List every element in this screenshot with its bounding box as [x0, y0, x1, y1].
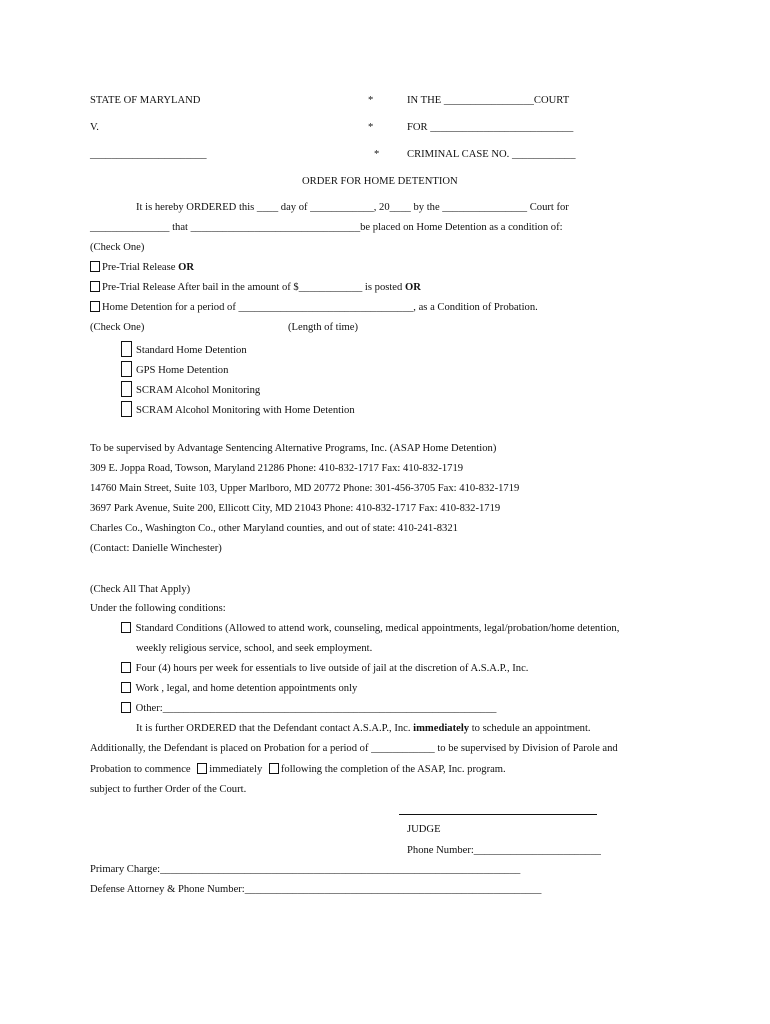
court-field[interactable]: IN THE _________________COURT: [407, 95, 570, 106]
condition-other[interactable]: [121, 702, 496, 715]
detention-standard[interactable]: [121, 341, 247, 357]
case-number-field[interactable]: CRIMINAL CASE NO. ____________: [407, 149, 576, 160]
checkbox-icon[interactable]: [121, 682, 131, 693]
supervisor-line: 309 E. Joppa Road, Towson, Maryland 21286 Phone: 410-832-1717 Fax: 410-832-1719: [90, 463, 464, 474]
checkbox-icon[interactable]: [121, 341, 132, 357]
check-one-instruction: (Check One): [90, 322, 145, 333]
condition-label: Other:_______________________________________________________________: [135, 703, 497, 714]
supervisor-line: 3697 Park Avenue, Suite 200, Ellicott City, MD 21043 Phone: 410-832-1717 Fax: 410-832-1719: [90, 503, 501, 514]
judge-signature-line[interactable]: [399, 814, 597, 815]
checkbox-icon[interactable]: [121, 662, 131, 673]
checkbox-icon[interactable]: [90, 301, 100, 312]
checkbox-icon[interactable]: [90, 261, 100, 272]
length-of-time-caption: (Length of time): [288, 322, 359, 333]
supervisor-line: Charles Co., Washington Co., other Maryland counties, and out of state: 410-241-8321: [90, 523, 458, 534]
probation-line[interactable]: Additionally, the Defendant is placed on Probation for a period of ____________ to be supervised by Division of Parole and: [90, 743, 618, 754]
conditions-intro: Under the following conditions:: [90, 603, 226, 614]
page-title: ORDER FOR HOME DETENTION: [302, 176, 458, 187]
condition-four-hours[interactable]: [121, 662, 528, 675]
detention-scram[interactable]: [121, 381, 260, 397]
supervisor-contact: (Contact: Danielle Winchester): [90, 543, 222, 554]
option-label: Home Detention for a period of _________________________________, as a Condition of Probation.: [102, 302, 538, 313]
defendant-name-field[interactable]: ______________________: [90, 149, 207, 160]
detention-label: SCRAM Alcohol Monitoring: [136, 385, 261, 396]
option-label: Pre-Trial Release: [102, 262, 176, 273]
check-all-instruction: (Check All That Apply): [90, 584, 191, 595]
further-order-text: It is further ORDERED that the Defendant contact A.S.A.P., Inc.: [136, 723, 411, 734]
supervisor-line: To be supervised by Advantage Sentencing Alternative Programs, Inc. (ASAP Home Detention): [90, 443, 497, 454]
condition-label: Standard Conditions (Allowed to attend work, counseling, medical appointments, legal/probation/home detention,: [135, 623, 620, 634]
condition-standard-continued: weekly religious service, school, and seek employment.: [136, 643, 373, 654]
checkbox-icon[interactable]: [269, 763, 279, 774]
checkbox-icon[interactable]: [121, 702, 131, 713]
subject-to-order: subject to further Order of the Court.: [90, 784, 247, 795]
option-bail[interactable]: [90, 281, 421, 294]
separator-star: *: [368, 122, 374, 133]
condition-work-only[interactable]: [121, 682, 357, 695]
condition-label: Four (4) hours per week for essentials to live outside of jail at the discretion of A.S.A.P., Inc.: [135, 663, 529, 674]
checkbox-icon[interactable]: [90, 281, 100, 292]
or-label: OR: [404, 282, 421, 293]
option-label: Pre-Trial Release After bail in the amount of $____________ is posted: [102, 282, 403, 293]
option-probation[interactable]: [90, 301, 538, 314]
or-label: OR: [178, 262, 194, 273]
checkbox-icon[interactable]: [197, 763, 207, 774]
order-line-2[interactable]: _______________ that ________________________________be placed on Home Detention as a condition of:: [90, 222, 563, 233]
detention-scram-home[interactable]: [121, 401, 355, 417]
supervisor-line: 14760 Main Street, Suite 103, Upper Marlboro, MD 20772 Phone: 301-456-3705 Fax: 410-832-1719: [90, 483, 520, 494]
judge-phone-field[interactable]: Phone Number:________________________: [407, 845, 601, 856]
probation-commence: [90, 763, 506, 776]
immediately-option: immediately: [209, 764, 263, 775]
detention-label: Standard Home Detention: [136, 345, 247, 356]
further-order: [136, 722, 591, 735]
check-one-instruction: (Check One): [90, 242, 145, 253]
condition-standard[interactable]: [121, 622, 619, 635]
state-label: STATE OF MARYLAND: [90, 95, 201, 106]
condition-label: Work , legal, and home detention appointments only: [135, 683, 358, 694]
following-option: following the completion of the ASAP, Inc. program.: [280, 764, 506, 775]
judge-label: JUDGE: [407, 824, 441, 835]
checkbox-icon[interactable]: [121, 361, 132, 377]
further-order-text: to schedule an appointment.: [471, 723, 591, 734]
checkbox-icon[interactable]: [121, 622, 131, 633]
detention-gps[interactable]: [121, 361, 228, 377]
versus-label: V.: [90, 122, 99, 133]
primary-charge-field[interactable]: Primary Charge:____________________________________________________________________: [90, 864, 521, 875]
detention-label: SCRAM Alcohol Monitoring with Home Detention: [136, 405, 355, 416]
immediately-emphasis: immediately: [413, 723, 470, 734]
checkbox-icon[interactable]: [121, 401, 132, 417]
order-line-1[interactable]: It is hereby ORDERED this ____ day of ____________, 20____ by the ________________ Court for: [136, 202, 569, 213]
defense-attorney-field[interactable]: Defense Attorney & Phone Number:________________________________________________________: [90, 884, 542, 895]
county-field[interactable]: FOR ___________________________: [407, 122, 574, 133]
separator-star: *: [368, 95, 374, 106]
separator-star: *: [374, 149, 380, 160]
option-pretrial[interactable]: [90, 261, 194, 274]
detention-label: GPS Home Detention: [136, 365, 229, 376]
checkbox-icon[interactable]: [121, 381, 132, 397]
commence-label: Probation to commence: [90, 764, 191, 775]
